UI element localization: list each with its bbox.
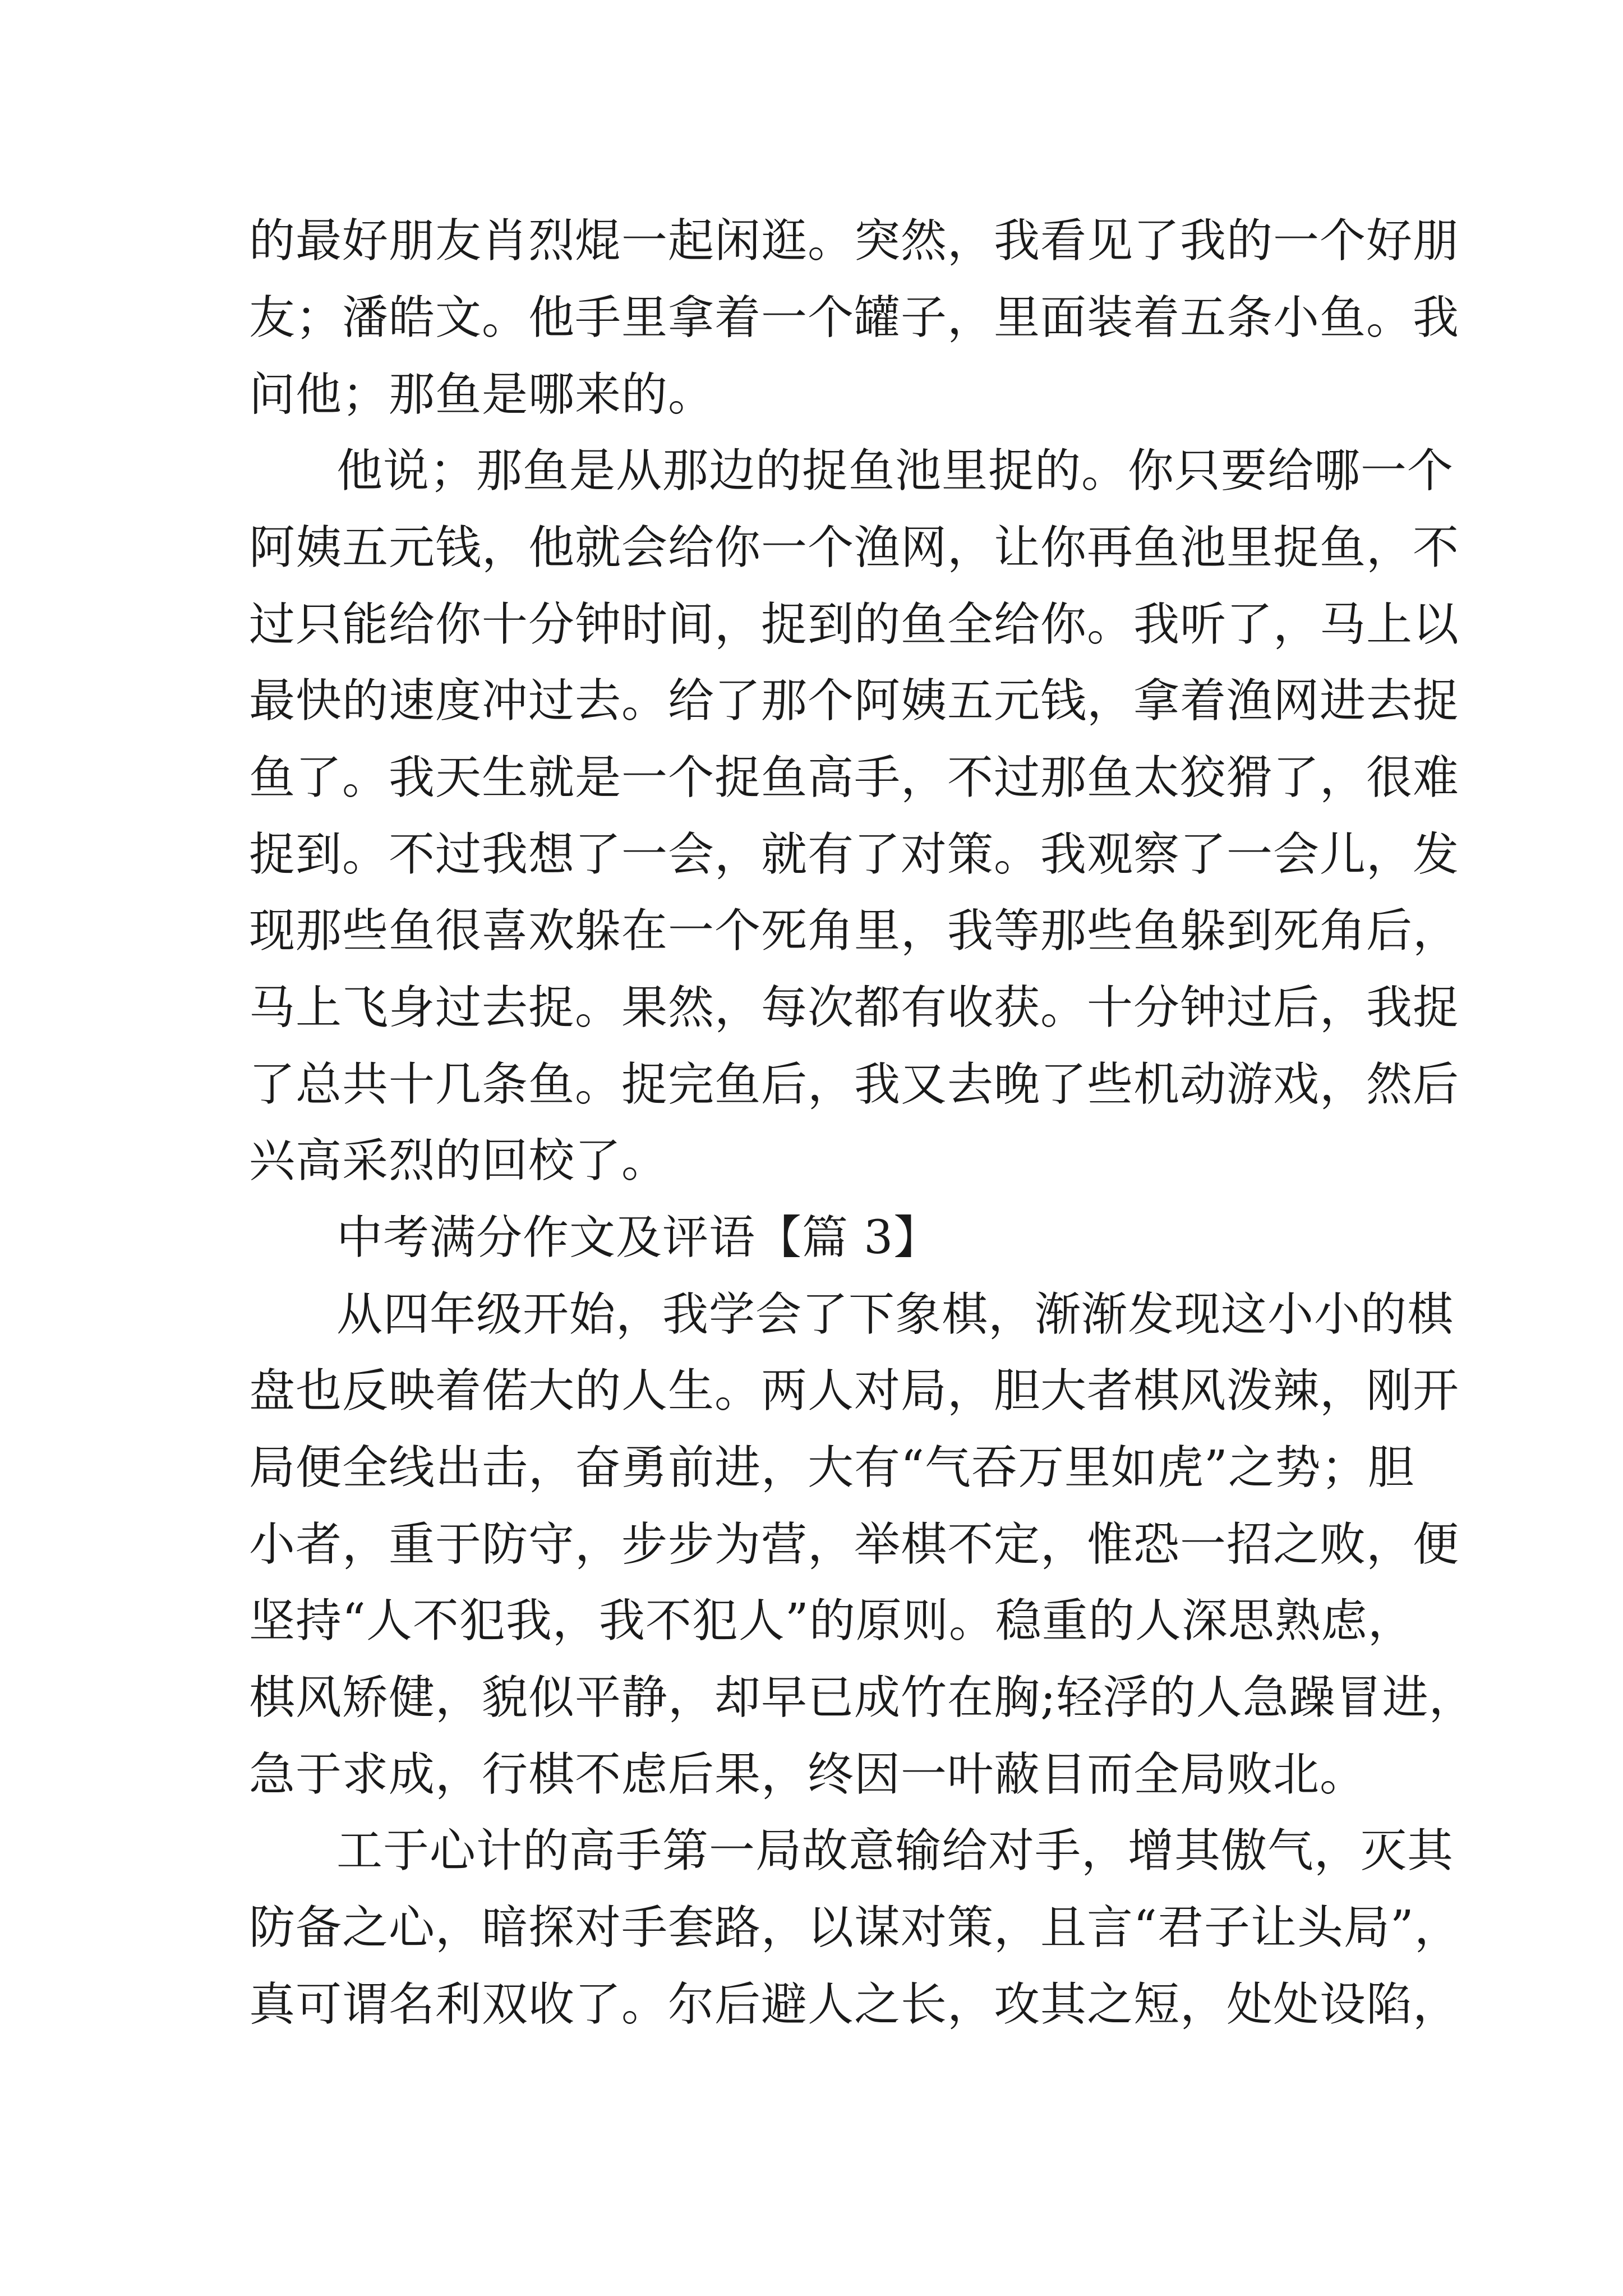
text-line: 他说；那鱼是从那边的捉鱼池里捉的。你只要给哪一个 — [336, 444, 1454, 498]
text-line: 阿姨五元钱，他就会给你一个渔网，让你再鱼池里捉鱼，不 — [249, 521, 1460, 574]
text-line: 最快的速度冲过去。给了那个阿姨五元钱，拿着渔网进去捉 — [249, 674, 1460, 728]
text-line: 的最好朋友肖烈焜一起闲逛。突然，我看见了我的一个好朋 — [249, 214, 1460, 268]
text-line: 友；潘皓文。他手里拿着一个罐子，里面装着五条小鱼。我 — [249, 291, 1460, 344]
text-line: 现那些鱼很喜欢躲在一个死角里，我等那些鱼躲到死角后， — [249, 904, 1460, 958]
text-line: 兴高采烈的回校了。 — [249, 1134, 668, 1188]
section-heading: 中考满分作文及评语【篇 3】 — [336, 1211, 940, 1264]
text-line: 从四年级开始，我学会了下象棋，渐渐发现这小小的棋 — [336, 1288, 1454, 1341]
text-line: 真可谓名利双收了。尔后避人之长，攻其之短，处处设陷， — [249, 1978, 1460, 2031]
text-line: 捉到。不过我想了一会，就有了对策。我观察了一会儿，发 — [249, 828, 1460, 881]
text-line: 问他；那鱼是哪来的。 — [249, 368, 715, 421]
text-line: 盘也反映着偌大的人生。两人对局，胆大者棋风泼辣，刚开 — [249, 1364, 1460, 1418]
text-line: 棋风矫健，貌似平静，却早已成竹在胸;轻浮的人急躁冒进， — [249, 1671, 1476, 1724]
text-line: 坚持“人不犯我，我不犯人”的原则。稳重的人深思熟虑， — [249, 1594, 1414, 1648]
text-line: 鱼了。我天生就是一个捉鱼高手，不过那鱼太狡猾了，很难 — [249, 751, 1460, 804]
text-line: 过只能给你十分钟时间，捉到的鱼全给你。我听了，马上以 — [249, 598, 1460, 651]
text-line: 防备之心，暗探对手套路，以谋对策，且言“君子让头局”， — [249, 1901, 1461, 1954]
text-line: 马上飞身过去捉。果然，每次都有收获。十分钟过后，我捉 — [249, 981, 1460, 1034]
text-line: 了总共十几条鱼。捉完鱼后，我又去晚了些机动游戏，然后 — [249, 1058, 1460, 1111]
text-line: 局便全线出击，奋勇前进，大有“气吞万里如虎”之势；胆 — [249, 1441, 1414, 1494]
text-line: 小者，重于防守，步步为营，举棋不定，惟恐一招之败，便 — [249, 1518, 1460, 1571]
text-line: 急于求成，行棋不虑后果，终因一叶蔽目而全局败北。 — [249, 1748, 1367, 1801]
text-line: 工于心计的高手第一局故意输给对手，增其傲气，灭其 — [336, 1824, 1454, 1878]
